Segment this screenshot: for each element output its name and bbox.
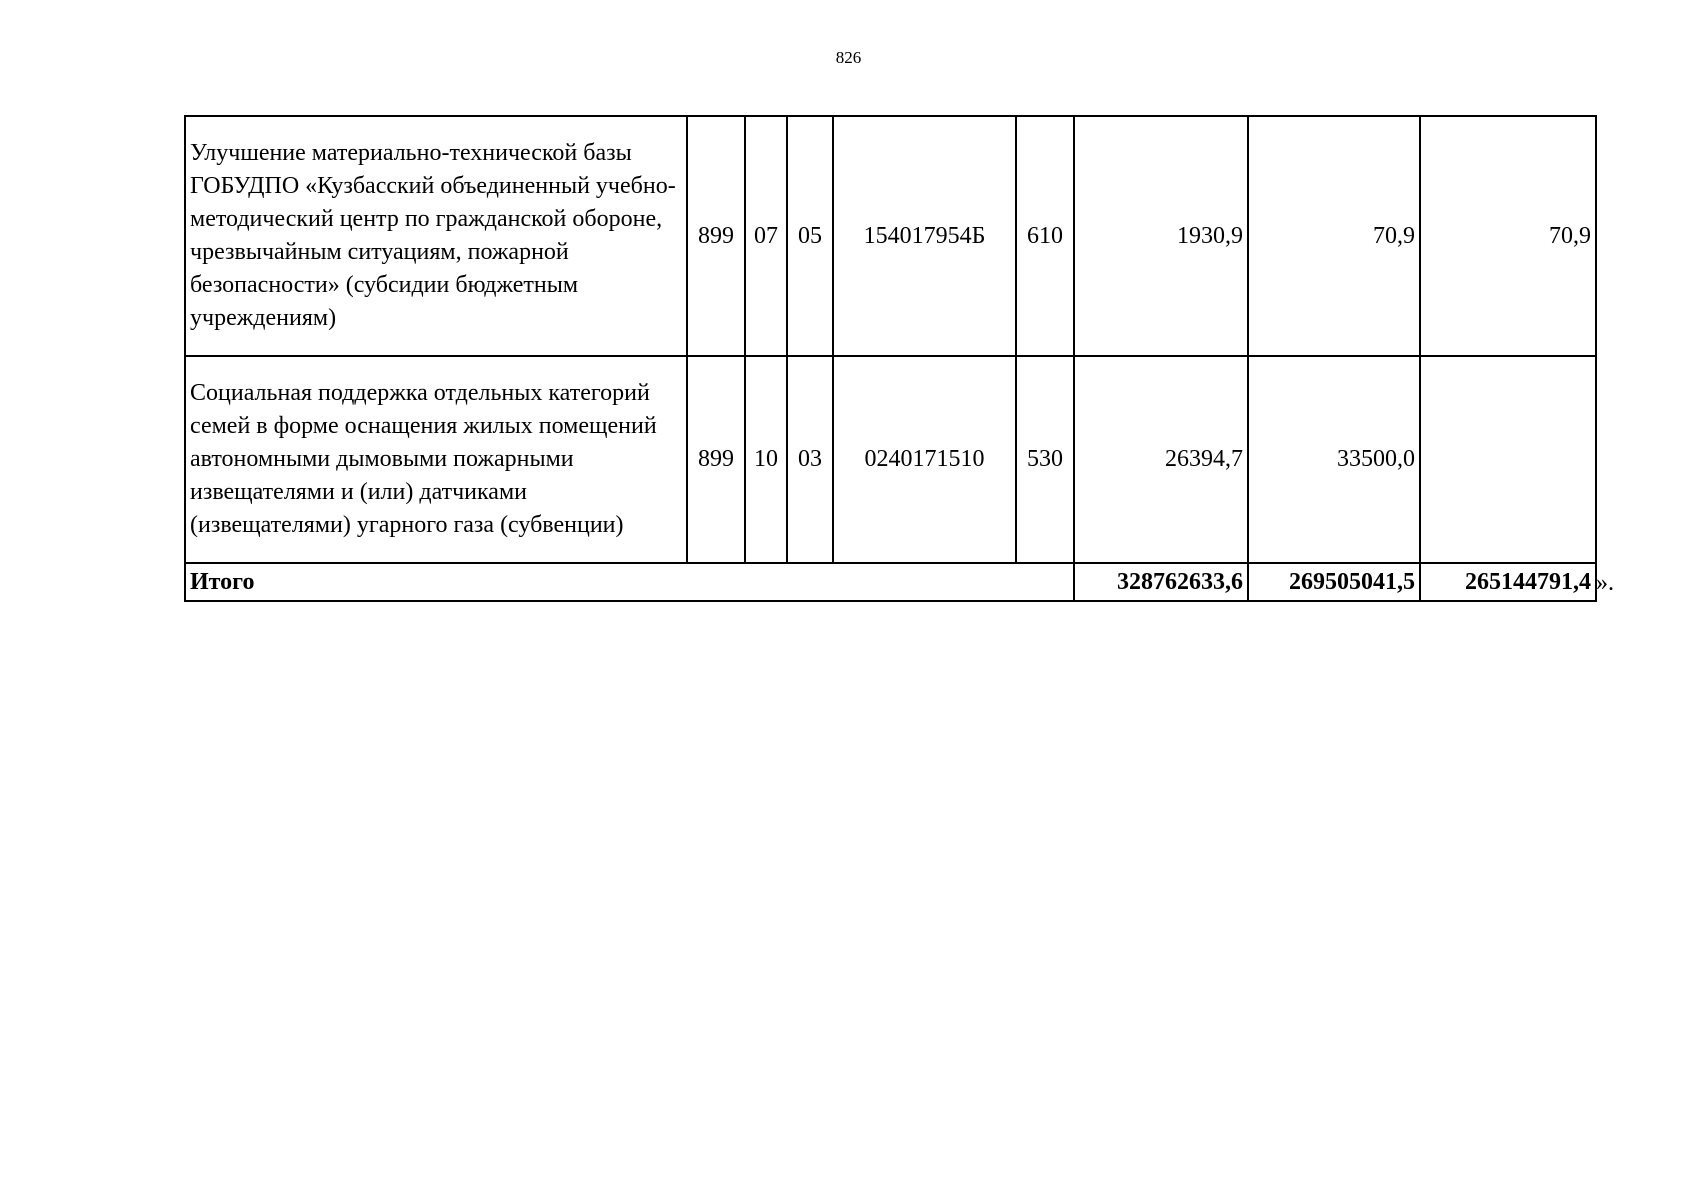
closing-quote-mark: ». [1596, 570, 1614, 596]
gr-code-cell: 899 [687, 116, 745, 356]
table-row [185, 116, 1596, 356]
pr-code-cell: 03 [787, 356, 833, 563]
csr-code-cell: 154017954Б [833, 116, 1016, 356]
page-number: 826 [835, 48, 862, 67]
rz-code-cell: 10 [745, 356, 787, 563]
amount-cell-3: 70,9 [1420, 116, 1596, 356]
total-amount-1: 328762633,6 [1074, 563, 1248, 601]
gr-code-cell: 899 [687, 356, 745, 563]
total-amount-2: 269505041,5 [1248, 563, 1420, 601]
amount-cell-2: 70,9 [1248, 116, 1420, 356]
row-name-cell: Улучшение материально-технической базы ГОБУДПО «Кузбасский объединенный учебно-методический центр по гражданской обороне, чрезвычайным ситуациям, пожарной безопасности» (субсидии бюджетным учреждениям) [185, 116, 687, 356]
rz-code-cell: 07 [745, 116, 787, 356]
table-row [185, 356, 1596, 563]
pr-code-cell: 05 [787, 116, 833, 356]
total-row [185, 563, 1596, 601]
amount-cell-2: 33500,0 [1248, 356, 1420, 563]
csr-code-cell: 0240171510 [833, 356, 1016, 563]
budget-table [184, 115, 1597, 602]
vr-code-cell: 530 [1016, 356, 1074, 563]
amount-cell-1: 1930,9 [1074, 116, 1248, 356]
vr-code-cell: 610 [1016, 116, 1074, 356]
total-label: Итого [185, 563, 1074, 601]
amount-cell-3 [1420, 356, 1596, 563]
amount-cell-1: 26394,7 [1074, 356, 1248, 563]
total-amount-3: 265144791,4 [1420, 563, 1596, 601]
row-name-cell: Социальная поддержка отдельных категорий семей в форме оснащения жилых помещений автономными дымовыми пожарными извещателями и (или) датчиками (извещателями) угарного газа (субвенции) [185, 356, 687, 563]
